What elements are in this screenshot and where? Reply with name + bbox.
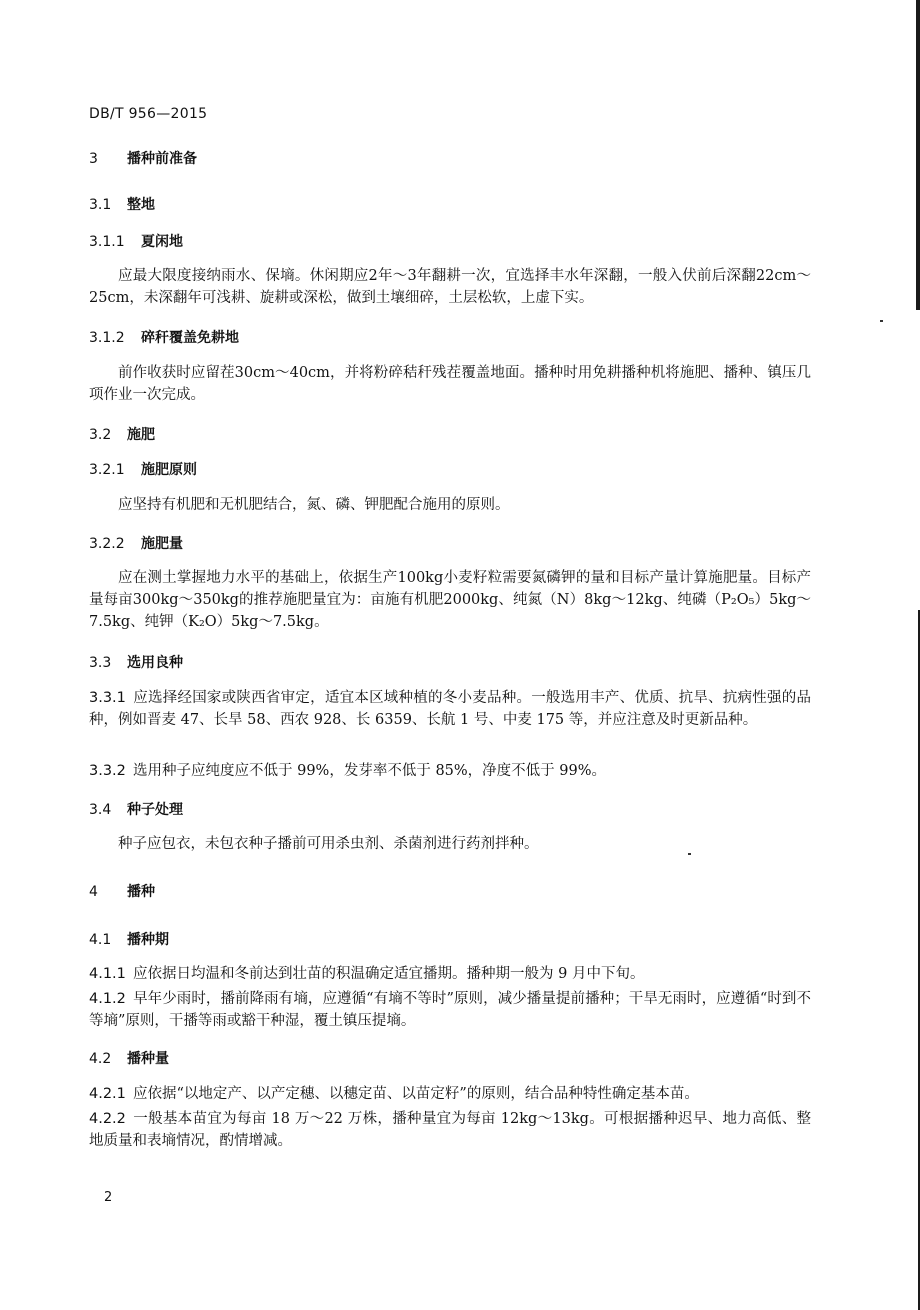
heading-section-4: [89, 881, 811, 903]
clause-text: 选用种子应纯度应不低于 99%，发芽率不低于 85%，净度不低于 99%。: [133, 763, 607, 779]
heading-number: 3.2: [89, 427, 112, 443]
heading-section-3-1-1: [89, 231, 811, 253]
heading-number: 3.1.2: [89, 330, 125, 346]
heading-title: 整地: [127, 197, 155, 213]
clause-text: 一般基本苗宜为每亩 18 万～22 万株，播种量宜为每亩 12kg～13kg。可根据播种迟早、地力高低、整地质量和表墒情况，酌情增减。: [89, 1111, 811, 1149]
heading-title: 施肥: [127, 427, 155, 443]
scan-speck: [880, 320, 883, 322]
heading-section-3-1-2: [89, 327, 811, 349]
paragraph-3-1-1: 应最大限度接纳雨水、保墒。休闲期应2年～3年翻耕一次，宜选择丰水年深翻，一般入伏前后深翻22cm～25cm，未深翻年可浅耕、旋耕或深松，做到土壤细碎，土层松软，上虚下实。: [89, 268, 811, 306]
heading-number: 3: [89, 151, 98, 167]
heading-title: 施肥量: [141, 536, 183, 552]
clause-4-2-2: [89, 1108, 811, 1152]
heading-title: 夏闲地: [141, 234, 183, 250]
heading-section-3-4: [89, 799, 811, 821]
heading-number: 4.1: [89, 932, 112, 948]
page-number: 2: [104, 1190, 113, 1205]
heading-number: 3.2.1: [89, 462, 125, 478]
heading-section-4-1: [89, 929, 811, 951]
paragraph-3-1-2: 前作收获时应留茬30cm～40cm，并将粉碎秸秆残茬覆盖地面。播种时用免耕播种机将施肥、播种、镇压几项作业一次完成。: [89, 365, 811, 403]
heading-number: 3.1: [89, 197, 112, 213]
clause-3-3-1: [89, 687, 811, 731]
heading-number: 3.4: [89, 802, 112, 818]
clause-number: 4.2.2: [89, 1111, 126, 1127]
heading-title: 碎秆覆盖免耕地: [141, 330, 239, 346]
heading-number: 4: [89, 884, 98, 900]
clause-3-3-2: [89, 760, 811, 782]
heading-number: 3.3: [89, 655, 112, 671]
heading-section-3-3: [89, 652, 811, 674]
clause-4-1-2: [89, 988, 811, 1032]
clause-number: 4.2.1: [89, 1086, 126, 1102]
heading-section-3: [89, 148, 811, 170]
clause-number: 4.1.1: [89, 966, 126, 982]
clause-text: 应依据日均温和冬前达到壮苗的积温确定适宜播期。播种期一般为 9 月中下旬。: [133, 966, 645, 982]
clause-text: 应选择经国家或陕西省审定，适宜本区域种植的冬小麦品种。一般选用丰产、优质、抗旱、抗病性强的品种，例如晋麦 47、长旱 58、西农 928、长 6359、长航 1 号、中麦 175 等，并应注意及时更新品种。: [89, 690, 811, 728]
heading-number: 3.1.1: [89, 234, 125, 250]
clause-number: 3.3.1: [89, 690, 126, 706]
clause-text: 应依据“以地定产、以产定穗、以穗定苗、以苗定籽”的原则，结合品种特性确定基本苗。: [133, 1086, 699, 1102]
clause-number: 3.3.2: [89, 763, 126, 779]
clause-number: 4.1.2: [89, 991, 126, 1007]
heading-section-3-2-2: [89, 533, 811, 555]
heading-title: 种子处理: [127, 802, 183, 818]
heading-section-4-2: [89, 1048, 811, 1070]
heading-title: 选用良种: [127, 655, 183, 671]
heading-number: 4.2: [89, 1051, 112, 1067]
heading-section-3-2: [89, 424, 811, 446]
document-code: DB/T 956—2015: [89, 106, 208, 122]
heading-title: 播种期: [127, 932, 169, 948]
heading-section-3-2-1: [89, 459, 811, 481]
paragraph-3-2-2: 应在测土掌握地力水平的基础上，依据生产100kg小麦籽粒需要氮磷钾的量和目标产量计算施肥量。目标产量每亩300kg～350kg的推荐施肥量宜为：亩施有机肥2000kg、纯氮（N）8kg～12kg、纯磷（P₂O₅）5kg～7.5kg、纯钾（K₂O）5kg～7.5kg。: [89, 570, 811, 630]
heading-title: 播种量: [127, 1051, 169, 1067]
heading-title: 播种前准备: [127, 151, 197, 167]
clause-text: 早年少雨时，播前降雨有墒，应遵循“有墒不等时”原则，减少播量提前播种；干旱无雨时，应遵循“时到不等墒”原则，干播等雨或豁干种湿，覆土镇压提墒。: [89, 991, 812, 1029]
clause-4-2-1: [89, 1083, 811, 1105]
scan-edge-shadow: [916, 0, 920, 310]
heading-number: 3.2.2: [89, 536, 125, 552]
paragraph-3-4: 种子应包衣，未包衣种子播前可用杀虫剂、杀菌剂进行药剂拌种。: [118, 836, 539, 852]
heading-title: 施肥原则: [141, 462, 197, 478]
clause-4-1-1: [89, 963, 811, 985]
paragraph-3-2-1: 应坚持有机肥和无机肥结合，氮、磷、钾肥配合施用的原则。: [118, 497, 510, 513]
heading-title: 播种: [127, 884, 155, 900]
heading-section-3-1: [89, 194, 811, 216]
